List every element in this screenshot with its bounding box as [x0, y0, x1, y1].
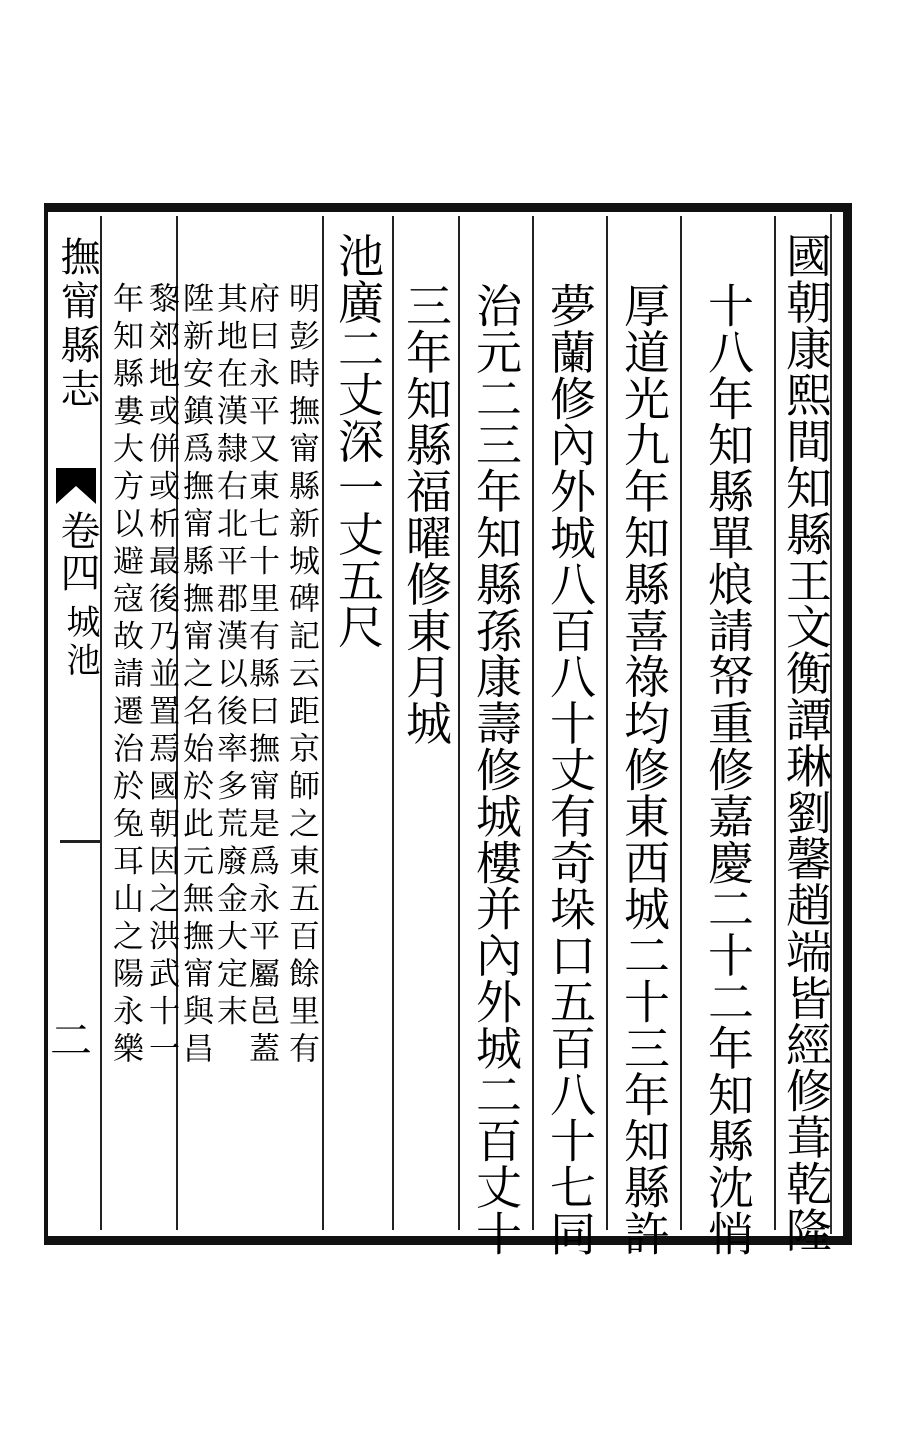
text-column-1: 國朝康熙間知縣王文衡譚琳劉馨趙端皆經修葺乾隆 — [779, 232, 833, 1253]
column-rule — [532, 216, 534, 1230]
column-rule — [458, 216, 460, 1230]
section-label: 城池 — [60, 604, 100, 680]
note-column-3: 其地在漢隸右北平郡漢以後率多荒廢金大定末 — [211, 282, 247, 1032]
text-column-7: 池廣二丈深一丈五尺 — [331, 232, 385, 650]
text-column-4: 夢蘭修內外城八百八十丈有奇垛口五百八十七同 — [543, 282, 597, 1257]
book-title: 撫甯縣志 — [54, 236, 100, 412]
page-number: 二 — [50, 1016, 93, 1065]
text-column-3: 厚道光九年知縣喜祿均修東西城二十三年知縣許 — [617, 282, 671, 1257]
frame-top-border — [44, 203, 852, 212]
note-column-2: 府曰永平又東七十里有縣曰撫甯是爲永平屬邑蓋 — [243, 282, 279, 1070]
column-rule — [392, 216, 394, 1230]
note-column-6: 年知縣婁大方以避寇故請遷治於兔耳山之陽永樂 — [107, 282, 143, 1070]
frame-left-border — [44, 203, 48, 1245]
text-column-6: 三年知縣福曜修東月城 — [399, 282, 453, 746]
column-rule — [774, 216, 776, 1230]
column-rule — [680, 216, 682, 1230]
note-column-5: 黎郊地或併或析最後乃並置焉國朝因之洪武十一 — [143, 282, 179, 1070]
volume-label: 卷四 — [54, 510, 100, 594]
text-column-5: 治元二三年知縣孫康壽修城樓并內外城二百丈十 — [469, 282, 523, 1257]
text-column-2: 十八年知縣單烺請帑重修嘉慶二十二年知縣沈悄 — [701, 282, 755, 1257]
note-column-4: 陞新安鎮爲撫甯縣撫甯之名始於此元無撫甯與昌 — [177, 282, 213, 1070]
frame-right-border — [843, 203, 852, 1245]
margin-tick — [60, 840, 100, 843]
column-rule — [322, 216, 324, 1230]
fish-tail-mark-icon — [56, 468, 96, 504]
margin-rule — [100, 216, 102, 1230]
column-rule — [606, 216, 608, 1230]
note-column-1: 明彭時撫甯縣新城碑記云距京師之東五百餘里有 — [283, 282, 319, 1070]
